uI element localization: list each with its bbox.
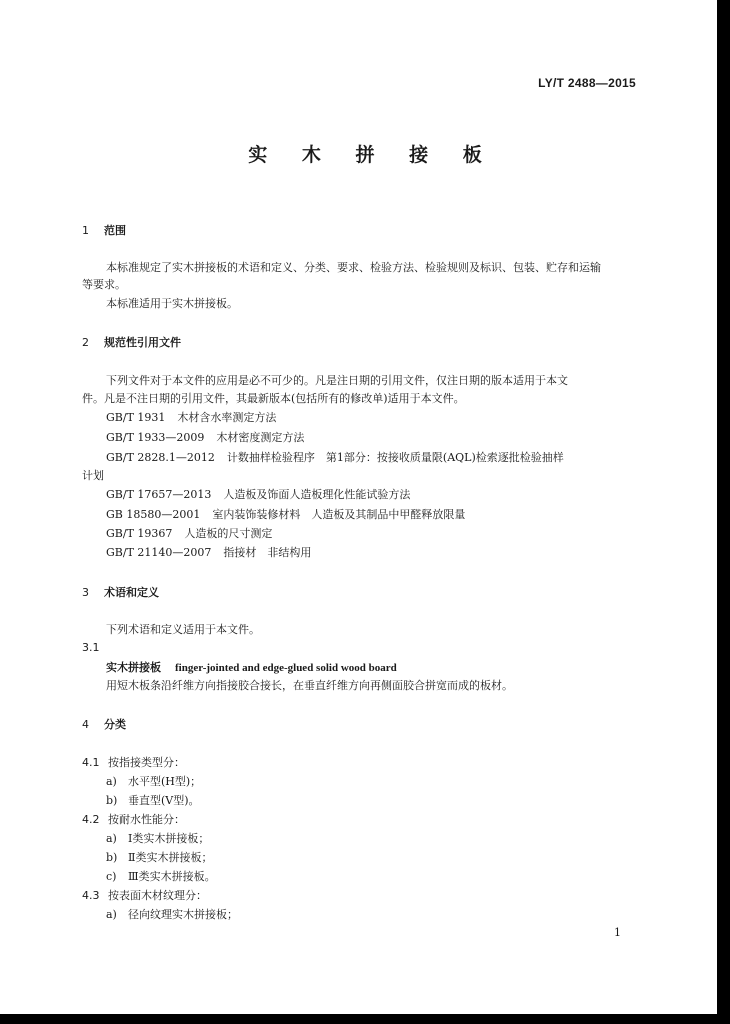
section-number: 4: [82, 718, 89, 731]
list-item: [106, 773, 201, 789]
reference-code: GB/T 1933—2009: [106, 431, 205, 444]
list-text: Ⅲ类实木拼接板。: [128, 870, 216, 883]
reference-name: 人造板及饰面人造板理化性能试验方法: [223, 488, 411, 501]
reference-item: [106, 449, 564, 466]
list-item: [106, 849, 212, 865]
list-label: b): [106, 851, 118, 864]
subsection-heading: [82, 811, 185, 827]
section-number: 1: [82, 224, 89, 237]
list-item: [106, 830, 209, 846]
reference-item: [106, 409, 276, 426]
reference-continuation: 计划: [82, 469, 104, 482]
subsection-number: 4.3: [82, 889, 100, 902]
term-chinese: 实木拼接板: [106, 661, 161, 674]
subsection-number: 4.2: [82, 813, 100, 826]
page-number: 1: [614, 926, 621, 939]
section-heading-normative-references: [82, 334, 181, 350]
reference-item: [106, 525, 272, 542]
list-label: c): [106, 870, 117, 883]
list-text: 径向纹理实木拼接板；: [128, 908, 238, 921]
reference-item: [106, 486, 410, 503]
section-heading-classification: [82, 716, 126, 732]
list-text: Ⅱ类实木拼接板；: [128, 851, 213, 864]
section-title: 术语和定义: [104, 586, 159, 599]
document-title: 实 木 拼 接 板: [248, 144, 496, 166]
reference-code: GB/T 1931: [106, 411, 166, 424]
reference-code: GB 18580—2001: [106, 508, 201, 521]
paragraph: 下列文件对于本文件的应用是必不可少的。凡是注日期的引用文件，仅注日期的版本适用于本文: [106, 374, 568, 387]
paragraph: 下列术语和定义适用于本文件。: [106, 623, 260, 636]
list-item: [106, 868, 216, 884]
term-entry: [106, 659, 397, 675]
reference-name: 木材含水率测定方法: [177, 411, 277, 424]
subsection-heading: [82, 754, 185, 770]
standard-code: LY/T 2488—2015: [538, 76, 636, 90]
paragraph-continuation: 等要求。: [82, 278, 126, 291]
reference-item: [106, 506, 465, 523]
reference-name: 人造板的尺寸测定: [184, 527, 273, 540]
reference-code: GB/T 17657—2013: [106, 488, 212, 501]
section-title: 规范性引用文件: [104, 336, 181, 349]
paragraph-continuation: 件。凡是不注日期的引用文件，其最新版本(包括所有的修改单)适用于本文件。: [82, 392, 465, 405]
list-label: a): [106, 832, 117, 845]
reference-item: [106, 544, 311, 561]
list-text: 垂直型(V型)。: [128, 794, 200, 807]
section-number: 3: [82, 586, 89, 599]
reference-name: 指接材 非结构用: [223, 546, 312, 559]
paragraph: 本标准规定了实木拼接板的术语和定义、分类、要求、检验方法、检验规则及标识、包装、贮存和运输: [106, 261, 601, 274]
list-label: a): [106, 908, 117, 921]
reference-name: 木材密度测定方法: [216, 431, 305, 444]
section-number: 2: [82, 336, 89, 349]
subsection-heading: [82, 887, 207, 903]
list-text: Ⅰ类实木拼接板；: [128, 832, 210, 845]
reference-code: GB/T 19367: [106, 527, 173, 540]
reference-code: GB/T 21140—2007: [106, 546, 212, 559]
list-label: a): [106, 775, 117, 788]
reference-name: 室内装饰装修材料 人造板及其制品中甲醛释放限量: [212, 508, 466, 521]
reference-name: 计数抽样检验程序 第1部分：按接收质量限(AQL)检索逐批检验抽样: [226, 451, 564, 464]
subsection-title: 按指接类型分：: [108, 756, 185, 769]
paragraph: 本标准适用于实木拼接板。: [106, 297, 238, 310]
section-heading-terms: [82, 584, 159, 600]
reference-code: GB/T 2828.1—2012: [106, 451, 215, 464]
term-number: 3.1: [82, 641, 100, 654]
subsection-number: 4.1: [82, 756, 100, 769]
subsection-title: 按耐水性能分：: [108, 813, 185, 826]
list-item: [106, 792, 200, 808]
section-heading-scope: [82, 222, 126, 238]
term-definition: 用短木板条沿纤维方向指接胶合接长，在垂直纤维方向再侧面胶合拼宽而成的板材。: [106, 679, 513, 692]
section-title: 分类: [104, 718, 126, 731]
scan-edge-bottom: [0, 1014, 730, 1024]
reference-item: [106, 429, 304, 446]
term-english: finger-jointed and edge-glued solid wood board: [175, 662, 397, 674]
list-text: 水平型(H型)；: [128, 775, 202, 788]
list-item: [106, 906, 238, 922]
section-title: 范围: [104, 224, 126, 237]
subsection-title: 按表面木材纹理分：: [108, 889, 207, 902]
list-label: b): [106, 794, 118, 807]
